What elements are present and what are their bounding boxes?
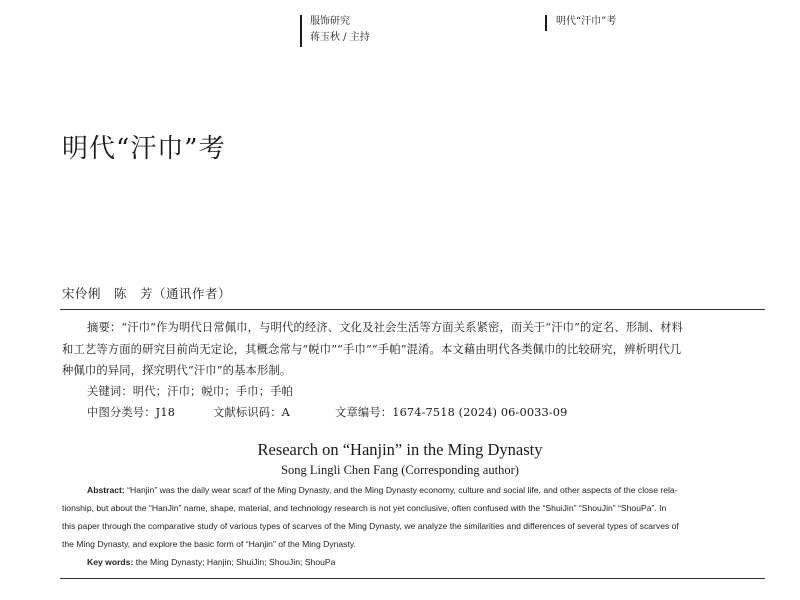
abstract-en-line-1: [87, 484, 678, 496]
document-code: 文献标识码：A: [213, 406, 290, 419]
english-title: Research on “Hanjin” in the Ming Dynasty: [257, 440, 543, 459]
classification-number: 中图分类号：J18: [87, 406, 176, 419]
article-authors: 宋伶俐 陈 芳（通讯作者）: [62, 286, 232, 301]
article-number: 文章编号：1674-7518 (2024) 06-0033-09: [335, 406, 568, 419]
abstract-cn-line-2: 和工艺等方面的研究目前尚无定论，其概念常与“帨巾”“手巾”“手帕”混淆。本文藉由明代各类佩巾的比较研究，辨析明代几: [62, 343, 682, 356]
header-left-bar: [300, 15, 302, 47]
abstract-cn-line-1: 摘要：“汗巾”作为明代日常佩巾，与明代的经济、文化及社会生活等方面关系紧密，而关于“汗巾”的定名、形制、材料: [87, 321, 684, 334]
abstract-en-label: Abstract:: [87, 485, 125, 495]
keywords-en-label: Key words:: [87, 557, 134, 567]
abstract-en-line-4: the Ming Dynasty, and explore the basic form of “Hanjin” of the Ming Dynasty.: [62, 539, 356, 549]
header-editor: 蒋玉秋 / 主持: [310, 32, 370, 43]
bottom-divider: [60, 578, 765, 579]
abstract-en-line-3: this paper through the comparative study of various types of scarves of the Ming Dynasty, we analyze the similarities and differences of several types of scarves of: [62, 521, 679, 531]
header-right-bar: [545, 15, 547, 31]
authors-divider: [60, 309, 765, 310]
keywords-en-text: the Ming Dynasty; Hanjin; ShuiJin; ShouJin; ShouPa: [135, 557, 336, 567]
english-authors: Song Lingli Chen Fang (Corresponding author): [281, 463, 519, 477]
keywords-en: [87, 556, 335, 568]
header-column-name: 服饰研究: [310, 16, 350, 27]
abstract-en-text-1: “Hanjin” was the daily wear scarf of the Ming Dynasty, and the Ming Dynasty economy, culture and social life, and other aspects of the close rela-: [127, 485, 678, 495]
article-title: 明代“汗巾”考: [62, 134, 226, 164]
header-running-title: 明代“汗巾”考: [556, 16, 617, 27]
abstract-cn-line-3: 种佩巾的异同，探究明代“汗巾”的基本形制。: [62, 364, 292, 377]
keywords-cn: 关键词：明代；汗巾；帨巾；手巾；手帕: [87, 385, 294, 398]
abstract-en-line-2: tionship, but about the “HanJin” name, shape, material, and technology research is not yet conclusive, often confused with the “ShuiJin” “ShouJin” “ShouPa”. In: [62, 503, 667, 513]
